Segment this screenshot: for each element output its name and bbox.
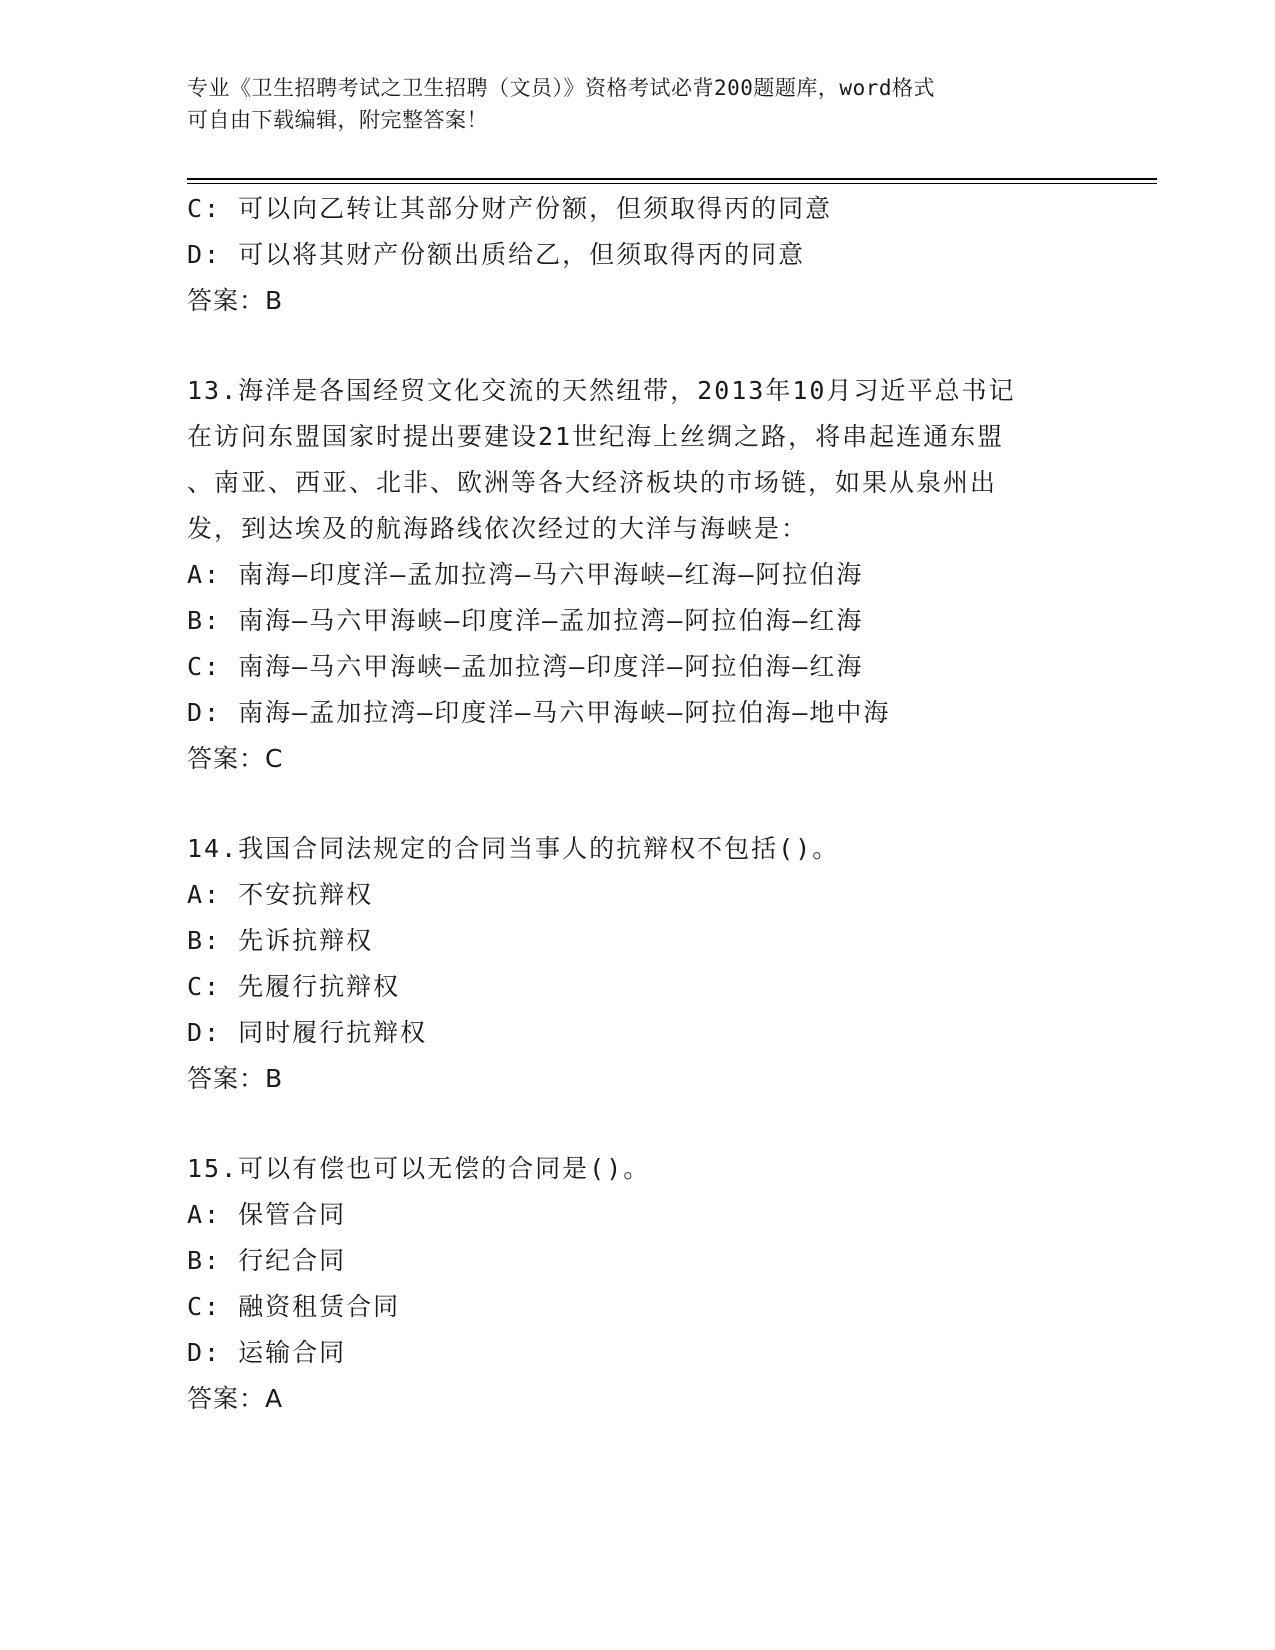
question-text: 15.可以有偿也可以无偿的合同是()。: [187, 1154, 651, 1183]
option-a: A: 保管合同: [187, 1200, 347, 1229]
option-c: C: 先履行抗辩权: [187, 972, 401, 1001]
answer-label: 答案：A: [187, 1384, 284, 1413]
header-title-line-2: 可自由下载编辑，附完整答案！: [187, 108, 488, 132]
option-b: B: 先诉抗辩权: [187, 926, 374, 955]
question-list: [187, 186, 1087, 1422]
answer-label: 答案：C: [187, 744, 284, 773]
document-header: [187, 72, 1067, 136]
question-text: 在访问东盟国家时提出要建设21世纪海上丝绸之路，将串起连通东盟: [187, 422, 1005, 451]
question-text: 、南亚、西亚、北非、欧洲等各大经济板块的市场链，如果从泉州出: [187, 468, 998, 497]
option-d: D: 运输合同: [187, 1338, 347, 1367]
option-b: B: 行纪合同: [187, 1246, 347, 1275]
option-c: C: 可以向乙转让其部分财产份额，但须取得丙的同意: [187, 194, 833, 223]
question-text: 14.我国合同法规定的合同当事人的抗辩权不包括()。: [187, 834, 840, 863]
option-b: B: 南海—马六甲海峡—印度洋—孟加拉湾—阿拉伯海—红海: [187, 606, 864, 635]
answer-label: 答案：B: [187, 1064, 284, 1093]
option-d: D: 南海—孟加拉湾—印度洋—马六甲海峡—阿拉伯海—地中海: [187, 698, 891, 727]
answer-label: 答案：B: [187, 286, 284, 315]
question-text: 发，到达埃及的航海路线依次经过的大洋与海峡是：: [187, 514, 809, 543]
option-d: D: 可以将其财产份额出质给乙，但须取得丙的同意: [187, 240, 806, 269]
option-a: A: 南海—印度洋—孟加拉湾—马六甲海峡—红海—阿拉伯海: [187, 560, 864, 589]
header-title-line-1: 专业《卫生招聘考试之卫生招聘（文员）》资格考试必背200题题库，word格式: [187, 76, 935, 100]
option-a: A: 不安抗辩权: [187, 880, 374, 909]
question-text: 13.海洋是各国经贸文化交流的天然纽带，2013年10月习近平总书记: [187, 376, 1016, 405]
header-divider-thin: [187, 183, 1157, 184]
question-block-14: [187, 826, 1087, 1102]
question-block-previous: [187, 186, 1087, 324]
question-block-13: [187, 368, 1087, 782]
option-c: C: 融资租赁合同: [187, 1292, 401, 1321]
header-divider-thick: [187, 178, 1157, 180]
question-block-15: [187, 1146, 1087, 1422]
option-c: C: 南海—马六甲海峡—孟加拉湾—印度洋—阿拉伯海—红海: [187, 652, 864, 681]
option-d: D: 同时履行抗辩权: [187, 1018, 428, 1047]
